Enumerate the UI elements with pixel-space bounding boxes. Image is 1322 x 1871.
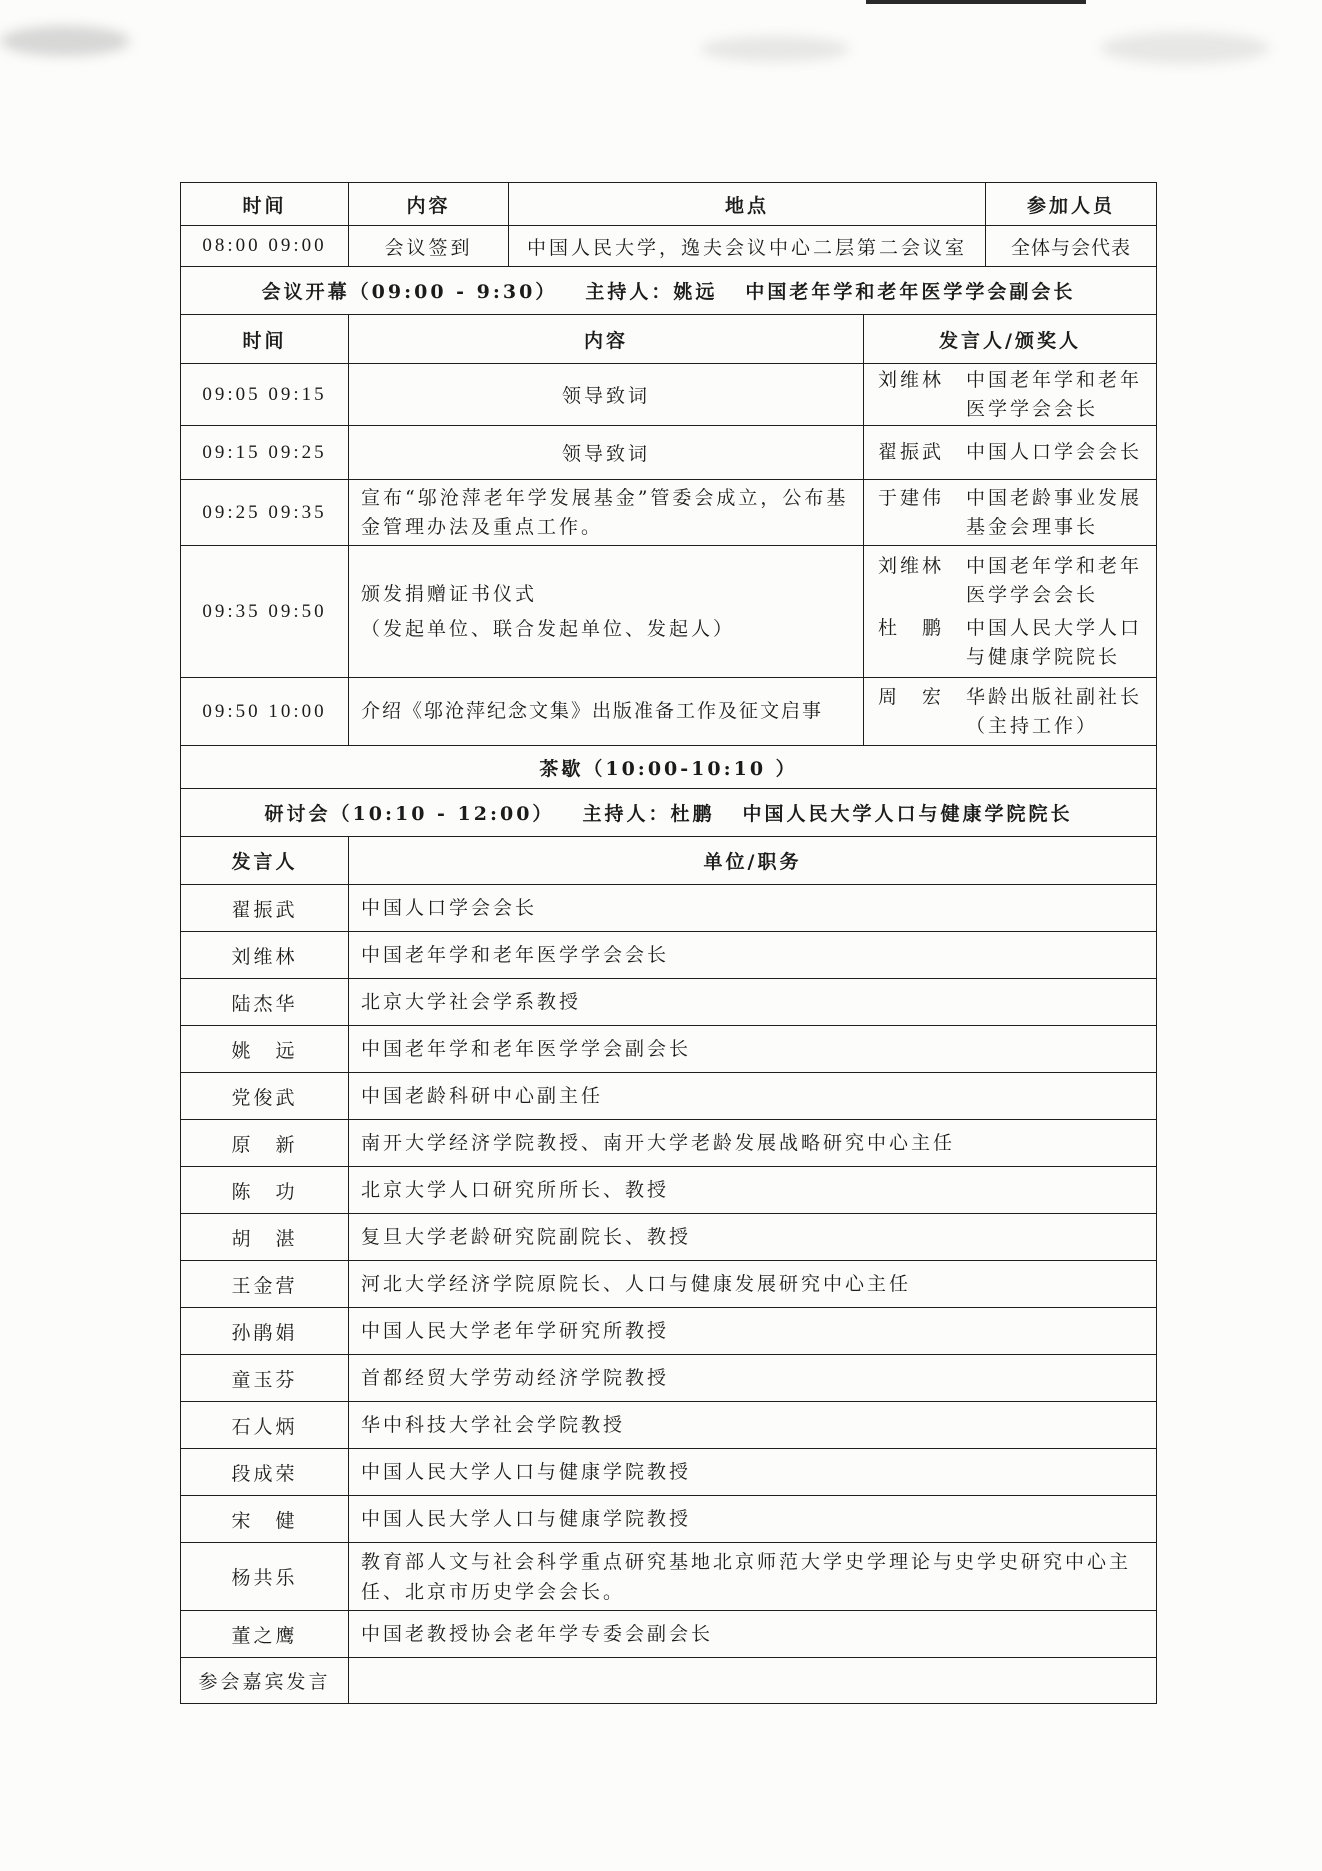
speaker-title: 中国老龄事业发展基金会理事长 (966, 486, 1143, 538)
check-in-time: 08:00 09:00 (181, 226, 349, 267)
seminar-row (181, 1355, 1157, 1402)
seminar-position: 中国人民大学人口与健康学院教授 (349, 1449, 1157, 1496)
speaker-name: 刘维林 (878, 554, 945, 577)
header-content: 内容 (349, 183, 509, 226)
agenda-row (181, 426, 1157, 480)
seminar-position: 复旦大学老龄研究院副院长、教授 (349, 1214, 1157, 1261)
agenda-time: 09:35 09:50 (181, 546, 349, 678)
seminar-title: 研讨会（10:10 - 12:00） (264, 803, 555, 825)
seminar-position: 中国人口学会会长 (349, 885, 1157, 932)
speaker-title: 中国人民大学人口与健康学院院长 (966, 616, 1143, 668)
check-in-content: 会议签到 (349, 226, 509, 267)
opening-header-row (181, 315, 1157, 364)
opening-title: 会议开幕（09:00 - 9:30） (261, 281, 558, 303)
opening-banner-row (181, 267, 1157, 315)
seminar-position: 中国老龄科研中心副主任 (349, 1073, 1157, 1120)
seminar-position: 北京大学社会学系教授 (349, 979, 1157, 1026)
seminar-position: 北京大学人口研究所所长、教授 (349, 1167, 1157, 1214)
seminar-position: 中国人民大学人口与健康学院教授 (349, 1496, 1157, 1543)
speaker-name: 于建伟 (878, 486, 945, 509)
schedule-header-row (181, 183, 1157, 226)
seminar-row (181, 1073, 1157, 1120)
seminar-row (181, 885, 1157, 932)
seminar-row (181, 1214, 1157, 1261)
speaker-title: 中国老年学和老年医学学会会长 (966, 368, 1143, 420)
opening-header-speakers: 发言人/颁奖人 (864, 315, 1157, 364)
agenda-content: 领导致词 (349, 364, 864, 426)
seminar-position: 教育部人文与社会科学重点研究基地北京师范大学史学理论与史学史研究中心主任、北京市历史学会会长。 (349, 1543, 1157, 1611)
agenda-content-note: （发起单位、联合发起单位、发起人） (361, 617, 736, 640)
seminar-row (181, 1308, 1157, 1355)
seminar-speaker: 宋 健 (181, 1496, 349, 1543)
seminar-speaker: 刘维林 (181, 932, 349, 979)
seminar-speaker: 童玉芬 (181, 1355, 349, 1402)
opening-host: 主持人：姚远 (585, 281, 718, 303)
seminar-speaker: 陈 功 (181, 1167, 349, 1214)
seminar-position: 首都经贸大学劳动经济学院教授 (349, 1355, 1157, 1402)
header-attendees: 参加人员 (986, 183, 1157, 226)
schedule-table (180, 182, 1157, 1704)
seminar-speaker: 董之鹰 (181, 1611, 349, 1658)
seminar-position: 南开大学经济学院教授、南开大学老龄发展战略研究中心主任 (349, 1120, 1157, 1167)
agenda-row (181, 480, 1157, 546)
speaker-title: 中国老年学和老年医学学会会长 (966, 554, 1143, 606)
check-in-location: 中国人民大学，逸夫会议中心二层第二会议室 (509, 226, 986, 267)
speaker-name: 杜 鹏 (878, 616, 945, 639)
opening-banner (181, 267, 1157, 315)
seminar-header-speaker: 发言人 (181, 837, 349, 885)
seminar-speaker: 翟振武 (181, 885, 349, 932)
agenda-speakers (864, 480, 1157, 546)
seminar-position: 华中科技大学社会学院教授 (349, 1402, 1157, 1449)
speaker-name: 翟振武 (878, 441, 945, 463)
seminar-speaker: 原 新 (181, 1120, 349, 1167)
seminar-host-title: 中国人民大学人口与健康学院院长 (742, 803, 1073, 825)
seminar-row (181, 1261, 1157, 1308)
header-time: 时间 (181, 183, 349, 226)
seminar-speaker: 杨共乐 (181, 1543, 349, 1611)
seminar-row (181, 1611, 1157, 1658)
speaker-entry (864, 484, 1156, 542)
seminar-row (181, 1120, 1157, 1167)
seminar-banner (181, 789, 1157, 837)
speaker-name: 周 宏 (878, 685, 945, 708)
guest-speaker-label: 参会嘉宾发言 (181, 1658, 349, 1704)
agenda-content (349, 546, 864, 678)
header-location: 地点 (509, 183, 986, 226)
agenda-speakers (864, 364, 1157, 426)
seminar-row (181, 979, 1157, 1026)
agenda-content: 领导致词 (349, 426, 864, 480)
seminar-position: 中国老年学和老年医学学会副会长 (349, 1026, 1157, 1073)
tea-break-row (181, 746, 1157, 789)
scan-edge-mark (866, 0, 1086, 4)
seminar-position: 中国人民大学老年学研究所教授 (349, 1308, 1157, 1355)
seminar-row (181, 1543, 1157, 1611)
agenda-row (181, 678, 1157, 746)
scan-smudge (700, 36, 850, 62)
scan-smudge (0, 26, 130, 56)
seminar-speaker: 孙鹃娟 (181, 1308, 349, 1355)
speaker-entry (864, 614, 1156, 672)
agenda-speakers (864, 546, 1157, 678)
agenda-time: 09:50 10:00 (181, 678, 349, 746)
seminar-header-row (181, 837, 1157, 885)
opening-header-time: 时间 (181, 315, 349, 364)
seminar-row (181, 1402, 1157, 1449)
agenda-row (181, 546, 1157, 678)
seminar-speaker: 胡 湛 (181, 1214, 349, 1261)
guest-position (349, 1658, 1157, 1704)
seminar-speaker: 党俊武 (181, 1073, 349, 1120)
opening-header-content: 内容 (349, 315, 864, 364)
seminar-position: 河北大学经济学院原院长、人口与健康发展研究中心主任 (349, 1261, 1157, 1308)
speaker-entry (864, 438, 1156, 467)
speaker-entry (864, 683, 1156, 741)
seminar-speaker: 陆杰华 (181, 979, 349, 1026)
seminar-banner-row (181, 789, 1157, 837)
speaker-title: 中国人口学会会长 (966, 441, 1143, 463)
seminar-row (181, 1026, 1157, 1073)
check-in-row (181, 226, 1157, 267)
agenda-time: 09:05 09:15 (181, 364, 349, 426)
speaker-entry (864, 552, 1156, 610)
seminar-row (181, 1449, 1157, 1496)
seminar-row (181, 932, 1157, 979)
seminar-speaker: 段成荣 (181, 1449, 349, 1496)
agenda-speakers (864, 426, 1157, 480)
seminar-position: 中国老年学和老年医学学会会长 (349, 932, 1157, 979)
agenda-content: 介绍《邬沧萍纪念文集》出版准备工作及征文启事 (349, 678, 864, 746)
agenda-row (181, 364, 1157, 426)
seminar-speaker: 姚 远 (181, 1026, 349, 1073)
seminar-host: 主持人：杜鹏 (582, 803, 715, 825)
seminar-row (181, 1496, 1157, 1543)
speaker-entry (864, 366, 1156, 424)
guest-row (181, 1658, 1157, 1704)
agenda-speakers (864, 678, 1157, 746)
seminar-speaker: 石人炳 (181, 1402, 349, 1449)
agenda-content: 宣布“邬沧萍老年学发展基金”管委会成立，公布基金管理办法及重点工作。 (349, 480, 864, 546)
check-in-attendees: 全体与会代表 (986, 226, 1157, 267)
speaker-title: 华龄出版社副社长（主持工作） (966, 685, 1143, 737)
agenda-time: 09:25 09:35 (181, 480, 349, 546)
opening-host-title: 中国老年学和老年医学学会副会长 (745, 281, 1076, 303)
tea-break: 茶歇（10:00-10:10 ） (181, 746, 1157, 789)
seminar-speaker: 王金营 (181, 1261, 349, 1308)
agenda-content-main: 颁发捐赠证书仪式 (361, 582, 538, 605)
agenda-time: 09:15 09:25 (181, 426, 349, 480)
seminar-header-position: 单位/职务 (349, 837, 1157, 885)
seminar-position: 中国老教授协会老年学专委会副会长 (349, 1611, 1157, 1658)
speaker-name: 刘维林 (878, 368, 945, 391)
seminar-row (181, 1167, 1157, 1214)
scan-smudge (1100, 32, 1270, 64)
